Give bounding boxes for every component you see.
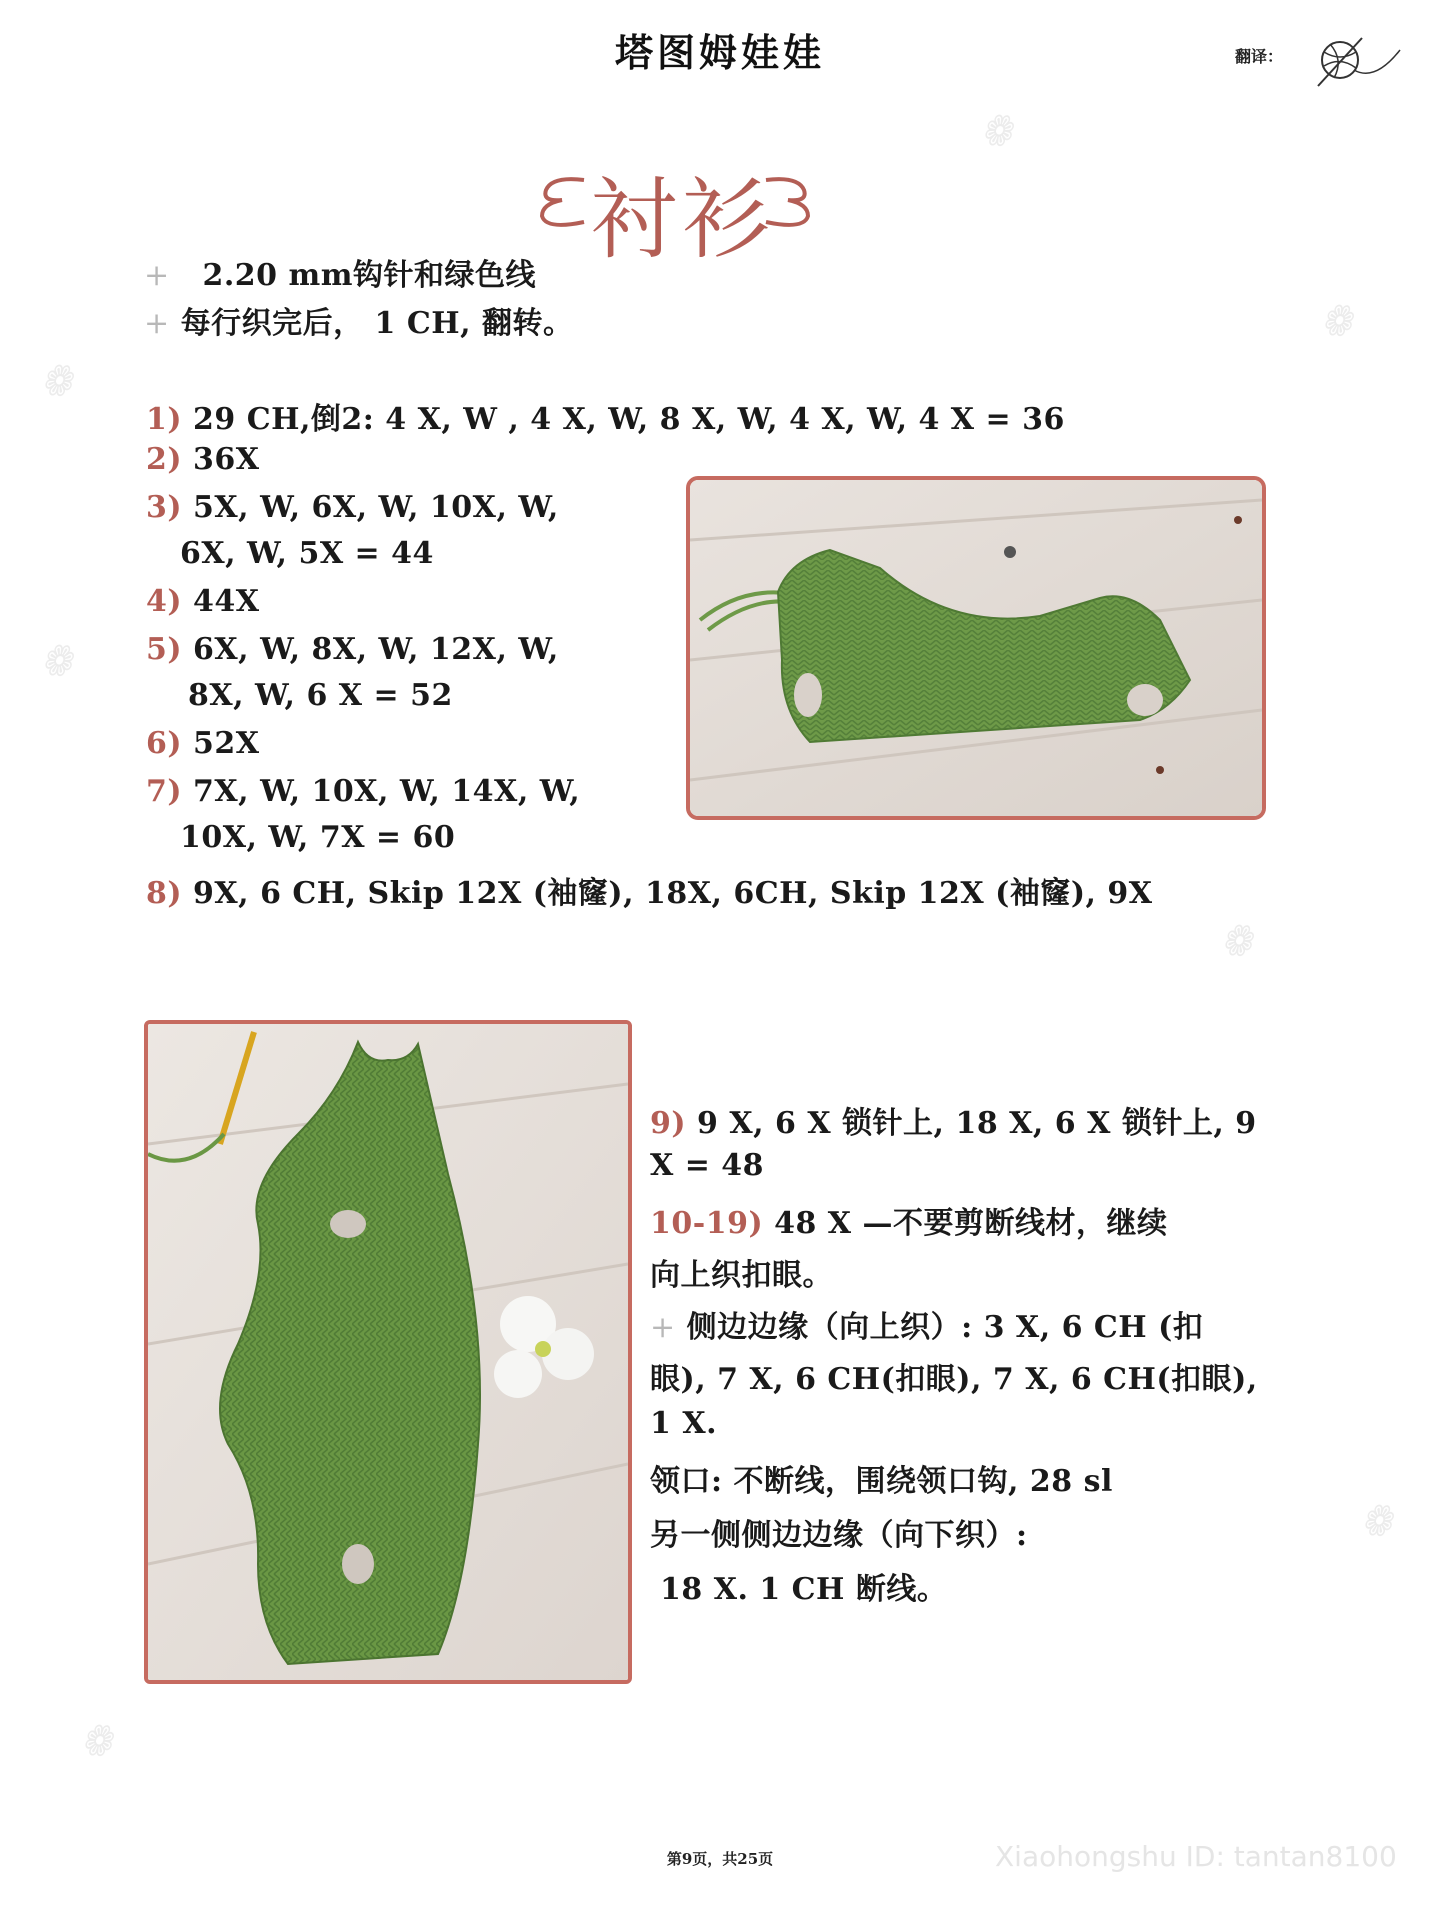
row-3-cont: 6X, W, 5X = 44 xyxy=(180,536,434,571)
document-title: 塔图姆娃娃 xyxy=(614,30,825,75)
row-10-19: 10-19) 48 X —不要剪断线材，继续 xyxy=(650,1206,1168,1241)
row-2: 2) 36X xyxy=(146,442,260,477)
edge-instruction: + 侧边边缘（向上织）: 3 X, 6 CH (扣 xyxy=(650,1310,1204,1345)
photo-shirt-body xyxy=(144,1020,632,1684)
other-side-instruction: 另一侧侧边边缘（向下织）: xyxy=(650,1518,1028,1553)
watermark: ❁ xyxy=(33,635,81,691)
intro-turn: + 每行织完后， 1 CH, 翻转。 xyxy=(144,306,574,341)
watermark: ❁ xyxy=(1313,295,1361,351)
intro-hook: + 2.20 mm钩针和绿色线 xyxy=(144,258,536,293)
collar-instruction: 领口: 不断线，围绕领口钩, 28 sl xyxy=(650,1464,1113,1499)
row-5-cont: 8X, W, 6 X = 52 xyxy=(188,678,453,713)
row-7: 7) 7X, W, 10X, W, 14X, W, xyxy=(146,774,581,809)
yarn-ball-logo xyxy=(1300,30,1410,90)
swirl-left-icon xyxy=(532,172,592,232)
final-instruction: 18 X. 1 CH 断线。 xyxy=(660,1572,948,1607)
section-title: 衬衫 xyxy=(590,168,775,271)
swirl-right-icon xyxy=(758,172,818,232)
watermark: ❁ xyxy=(73,1715,121,1771)
watermark: ❁ xyxy=(33,355,81,411)
page-number: 第9页，共25页 xyxy=(666,1850,774,1868)
row-8: 8) 9X, 6 CH, Skip 12X (袖窿), 18X, 6CH, Skip 12X (袖窿), 9X xyxy=(146,876,1153,911)
source-watermark: Xiaohongshu ID: tantan8100 xyxy=(995,1840,1397,1873)
watermark: ❁ xyxy=(973,105,1021,161)
photo-shirt-yoke xyxy=(686,476,1266,820)
row-1: 1) 29 CH,倒2: 4 X, W , 4 X, W, 8 X, W, 4 X, W, 4 X = 36 xyxy=(146,402,1065,437)
edge-instruction-end: 1 X. xyxy=(650,1406,718,1441)
watermark: ❁ xyxy=(1353,1495,1401,1551)
translator-label: 翻译： xyxy=(1235,47,1284,66)
row-5: 5) 6X, W, 8X, W, 12X, W, xyxy=(146,632,559,667)
watermark: ❁ xyxy=(1213,915,1261,971)
row-9: 9) 9 X, 6 X 锁针上, 18 X, 6 X 锁针上, 9 xyxy=(650,1106,1257,1141)
edge-instruction-cont: 眼), 7 X, 6 CH(扣眼), 7 X, 6 CH(扣眼), xyxy=(650,1362,1258,1397)
row-9-cont: X = 48 xyxy=(650,1148,765,1183)
row-6: 6) 52X xyxy=(146,726,260,761)
row-10-19-cont: 向上织扣眼。 xyxy=(650,1258,833,1293)
row-7-cont: 10X, W, 7X = 60 xyxy=(180,820,456,855)
plus-icon: + xyxy=(650,1310,676,1345)
plus-icon: + xyxy=(144,306,170,341)
row-3: 3) 5X, W, 6X, W, 10X, W, xyxy=(146,490,559,525)
plus-icon: + xyxy=(144,258,170,293)
row-4: 4) 44X xyxy=(146,584,260,619)
